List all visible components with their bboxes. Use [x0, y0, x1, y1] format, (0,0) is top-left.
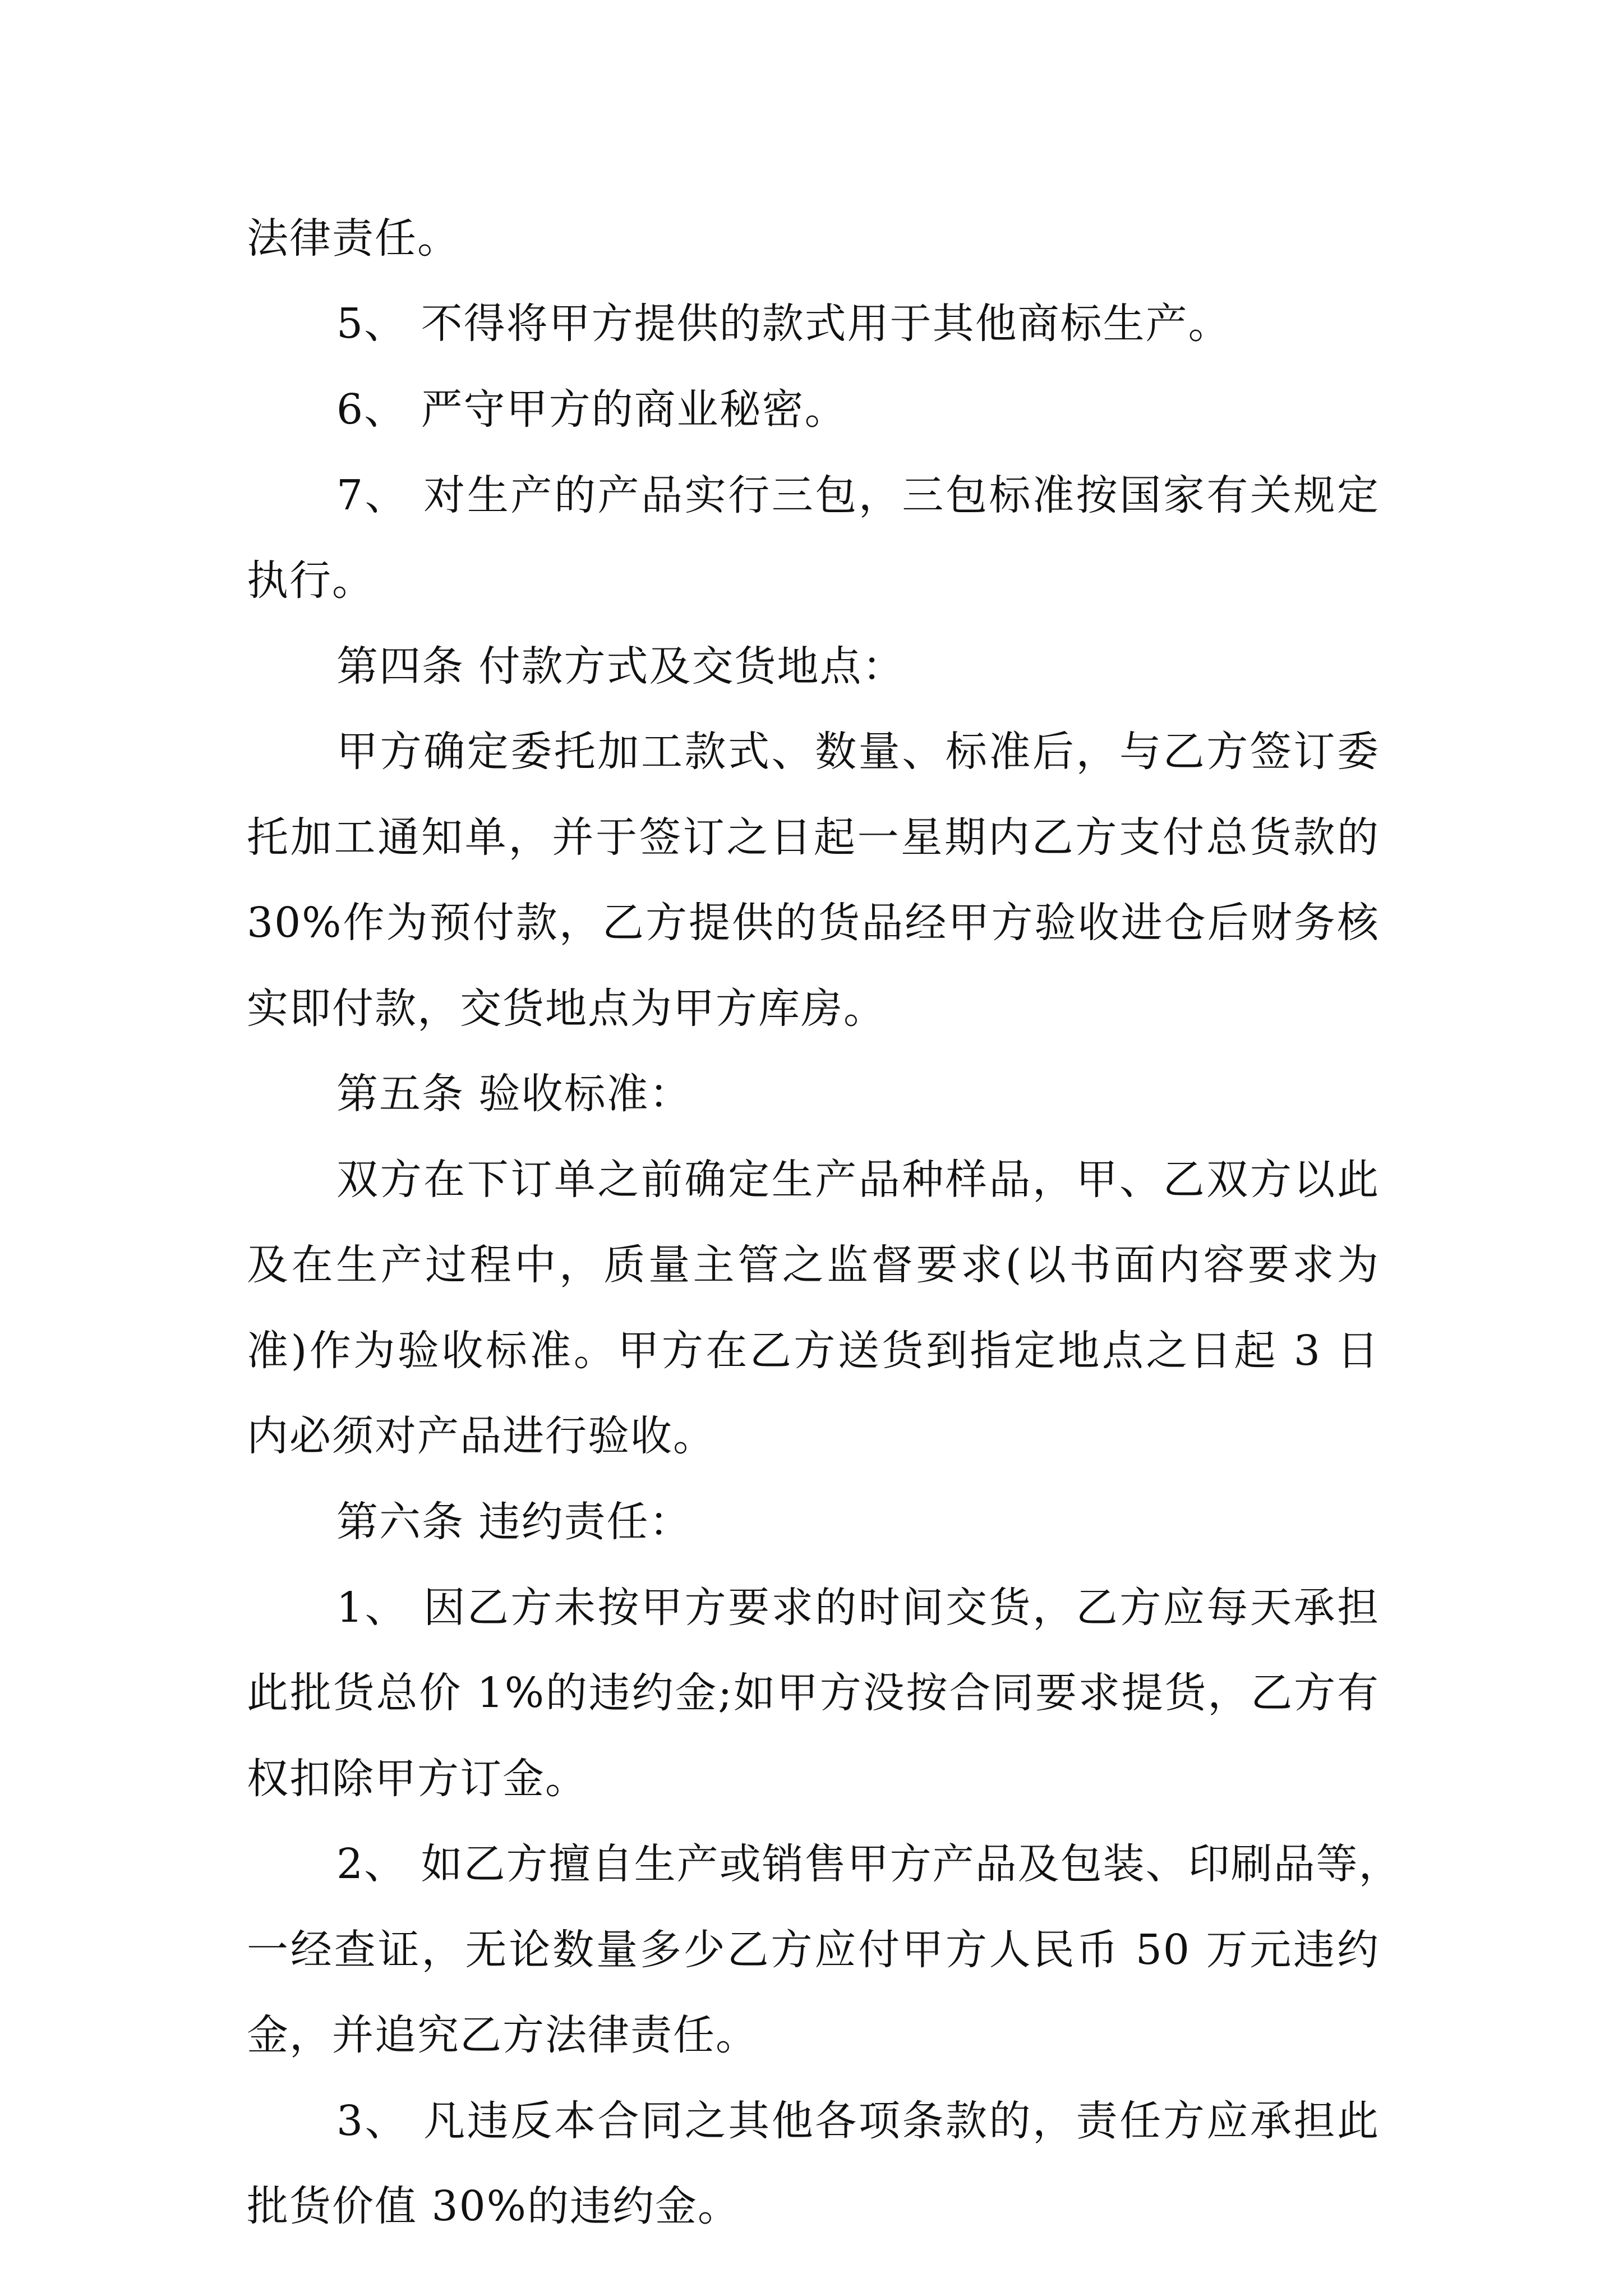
text-line: 及在生产过程中，质量主管之监督要求(以书面内容要求为 — [247, 1241, 1380, 1289]
text-line: 双方在下订单之前确定生产品种样品，甲、乙双方以此 — [336, 1156, 1380, 1204]
text-line: 1、 因乙方未按甲方要求的时间交货，乙方应每天承担 — [336, 1584, 1380, 1632]
section-heading: 第六条 违约责任： — [336, 1498, 692, 1546]
text-line: 实即付款，交货地点为甲方库房。 — [247, 984, 886, 1033]
text-line: 7、 对生产的产品实行三包，三包标准按国家有关规定 — [336, 471, 1380, 519]
text-line: 5、 不得将甲方提供的款式用于其他商标生产。 — [336, 300, 1231, 348]
text-line: 托加工通知单，并于签订之日起一星期内乙方支付总货款的 — [247, 813, 1380, 862]
text-line: 执行。 — [247, 556, 375, 605]
text-line: 6、 严守甲方的商业秘密。 — [336, 385, 847, 434]
text-line: 30%作为预付款，乙方提供的货品经甲方验收进仓后财务核 — [247, 899, 1380, 947]
text-line: 金，并追究乙方法律责任。 — [247, 2011, 758, 2059]
text-line: 甲方确定委托加工款式、数量、标准后，与乙方签订委 — [336, 728, 1380, 776]
text-line: 内必须对产品进行验收。 — [247, 1412, 716, 1460]
text-line: 准)作为验收标准。甲方在乙方送货到指定地点之日起 3 日 — [247, 1327, 1380, 1375]
text-line: 此批货总价 1%的违约金;如甲方没按合同要求提货，乙方有 — [247, 1669, 1380, 1717]
section-heading: 第四条 付款方式及交货地点： — [336, 642, 905, 691]
text-line: 批货价值 30%的违约金。 — [247, 2182, 740, 2230]
text-line: 2、 如乙方擅自生产或销售甲方产品及包装、印刷品等， — [336, 1840, 1401, 1888]
section-heading: 第五条 验收标准： — [336, 1070, 692, 1118]
text-line: 3、 凡违反本合同之其他各项条款的，责任方应承担此 — [336, 2097, 1380, 2145]
text-line: 权扣除甲方订金。 — [247, 1755, 588, 1803]
text-line: 一经查证，无论数量多少乙方应付甲方人民币 50 万元违约 — [247, 1926, 1380, 1974]
text-line: 法律责任。 — [247, 214, 460, 263]
